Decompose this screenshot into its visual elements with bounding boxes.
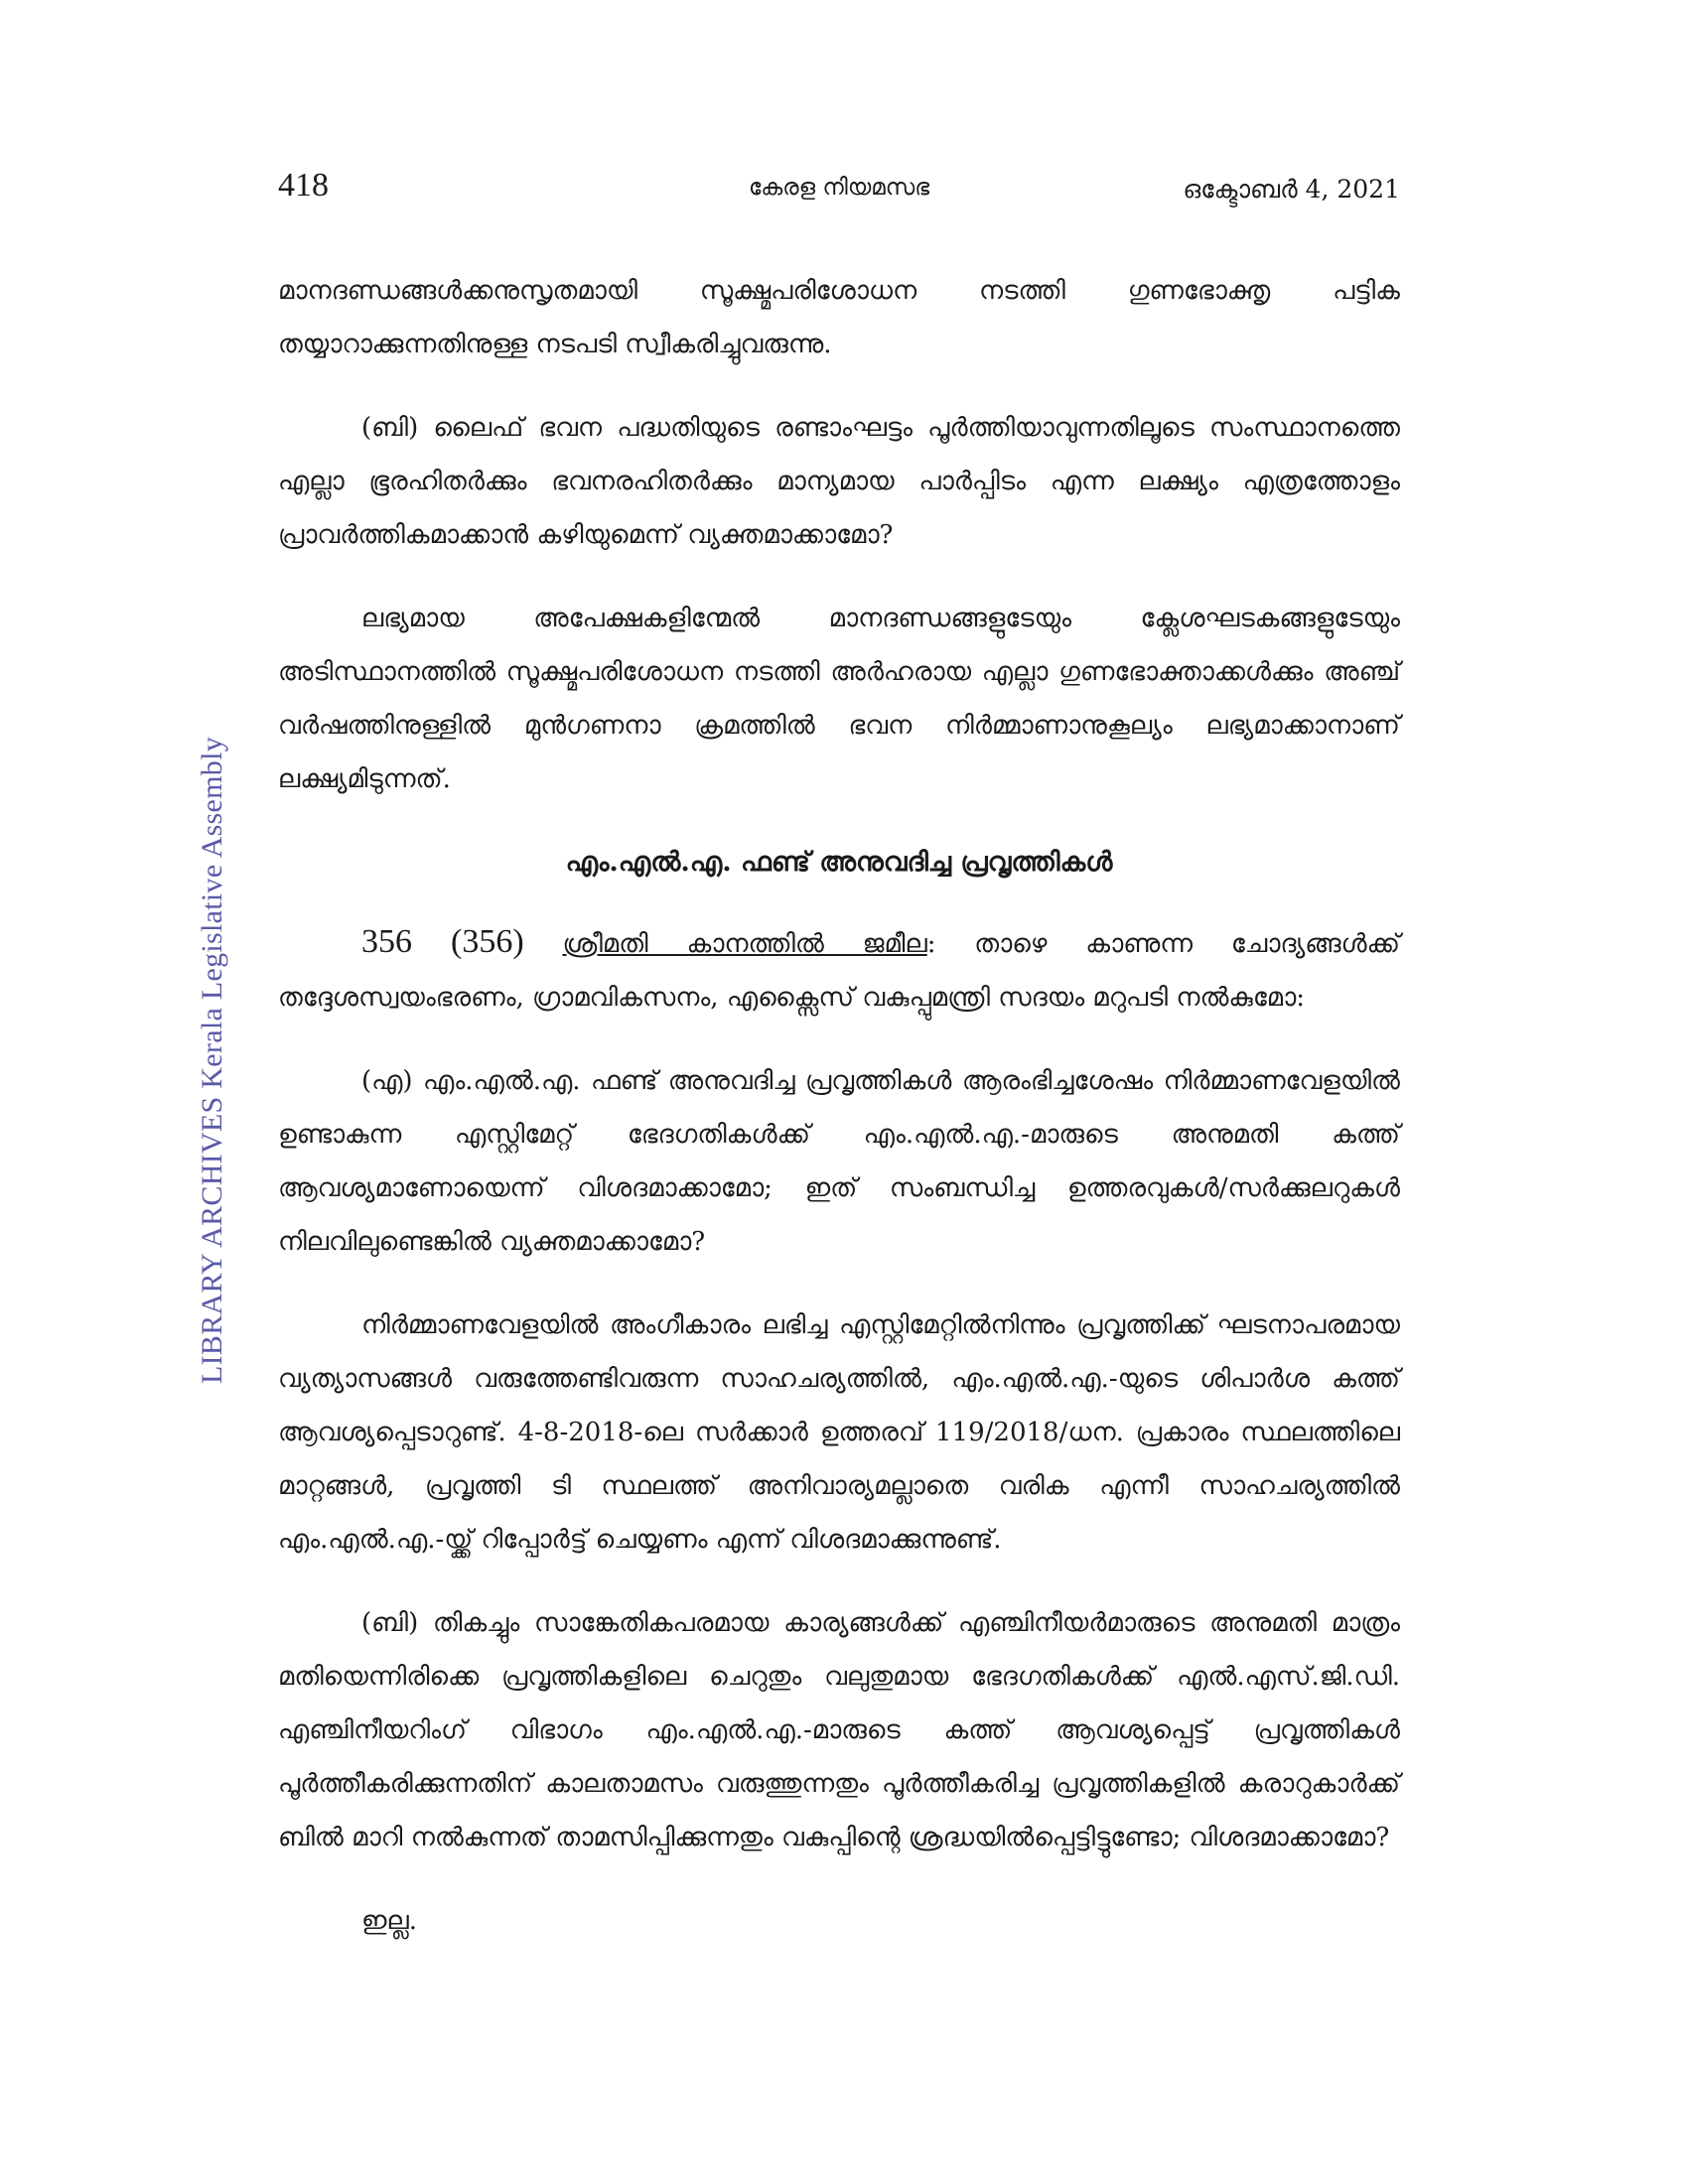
page-number: 418 bbox=[278, 167, 329, 204]
page-header bbox=[278, 167, 1400, 216]
answer-part-a: നിർമ്മാണവേളയിൽ അംഗീകാരം ലഭിച്ച എസ്റ്റിമേറ്റിൽനിന്നും പ്രവൃത്തിക്ക് ഘടനാപരമായ വ്യത്യാസങ്ങൾ വരുത്തേണ്ടിവരുന്ന സാഹചര്യത്തിൽ, എം.എൽ.എ.-യുടെ ശിപാർശ കത്ത് ആവശ്യപ്പെടാറുണ്ട്. 4-8-2018-ലെ സർക്കാർ ഉത്തരവ് 119/2018/ധന. പ്രകാരം സ്ഥലത്തിലെ മാറ്റങ്ങൾ, പ്രവൃത്തി ടി സ്ഥലത്ത് അനിവാര്യമല്ലാതെ വരിക എന്നീ സാഹചര്യത്തിൽ എം.എൽ.എ.-യ്ക്ക് റിപ്പോർട്ട് ചെയ്യണം എന്ന് വിശദമാക്കുന്നുണ്ട്. bbox=[278, 1310, 1400, 1555]
document-body bbox=[278, 264, 1400, 1978]
question-part-b: (ബി) തികച്ചും സാങ്കേതികപരമായ കാര്യങ്ങൾക്ക് എഞ്ചിനീയർമാരുടെ അനുമതി മാത്രം മതിയെന്നിരിക്കെ പ്രവൃത്തികളിലെ ചെറുതും വലുതുമായ ഭേദഗതികൾക്ക് എൽ.എസ്.ജി.ഡി. എഞ്ചിനീയറിംഗ് വിഭാഗം എം.എൽ.എ.-മാരുടെ കത്ത് ആവശ്യപ്പെട്ട് പ്രവൃത്തികൾ പൂർത്തീകരിക്കുന്നതിന് കാലതാമസം വരുത്തുന്നതും പൂർത്തീകരിച്ച പ്രവൃത്തികളിൽ കരാറുകാർക്ക് ബിൽ മാറി നൽകുന്നത് താമസിപ്പിക്കുന്നതും വകുപ്പിന്റെ ശ്രദ്ധയിൽപ്പെട്ടിട്ടുണ്ടോ; വിശദമാക്കാമോ? bbox=[278, 1608, 1400, 1852]
member-name: ശ്രീമതി കാനത്തിൽ ജമീല bbox=[562, 929, 927, 959]
question-intro-text: : താഴെ കാണുന്ന ചോദ്യങ്ങൾക്ക് തദ്ദേശസ്വയംഭരണം, ഗ്രാമവികസനം, എക്സൈസ് വകുപ്പുമന്ത്രി സദയം മറുപടി നൽകുമോ: bbox=[278, 929, 1400, 1013]
archive-watermark: LIBRARY ARCHIVES Kerala Legislative Assembly bbox=[196, 736, 228, 1385]
paragraph-continuation: മാനദണ്ഡങ്ങൾക്കനുസൃതമായി സൂക്ഷ്മപരിശോധന നടത്തി ഗുണഭോക്തൃ പട്ടിക തയ്യാറാക്കുന്നതിനുള്ള നടപടി സ്വീകരിച്ചുവരുന്നു. bbox=[278, 276, 1400, 359]
section-heading: എം.എൽ.എ. ഫണ്ട് അനുവദിച്ച പ്രവൃത്തികൾ bbox=[565, 847, 1113, 878]
answer-part-b: ഇല്ല. bbox=[361, 1906, 418, 1936]
question-intro bbox=[278, 915, 1400, 1024]
question-part-b-prev: (ബി) ലൈഫ് ഭവന പദ്ധതിയുടെ രണ്ടാംഘട്ടം പൂർത്തിയാവുന്നതിലൂടെ സംസ്ഥാനത്തെ എല്ലാ ഭൂരഹിതർക്കും ഭവനരഹിതർക്കും മാന്യമായ പാർപ്പിടം എന്ന ലക്ഷ്യം എത്രത്തോളം പ്രാവർത്തികമാക്കാൻ കഴിയുമെന്ന് വ്യക്തമാക്കാമോ? bbox=[278, 413, 1400, 550]
running-title: കേരള നിയമസഭ bbox=[748, 175, 930, 201]
header-date: ഒക്ടോബർ 4, 2021 bbox=[1183, 175, 1400, 204]
question-number: 356 (356) bbox=[361, 923, 524, 960]
answer-part-b-prev: ലഭ്യമായ അപേക്ഷകളിന്മേൽ മാനദണ്ഡങ്ങളുടേയും ക്ലേശഘടകങ്ങളുടേയും അടിസ്ഥാനത്തിൽ സൂക്ഷ്മപരിശോധന നടത്തി അർഹരായ എല്ലാ ഗുണഭോക്താക്കൾക്കും അഞ്ച് വർഷത്തിനുള്ളിൽ മുൻഗണനാ ക്രമത്തിൽ ഭവന നിർമ്മാണാനുകൂല്യം ലഭ്യമാക്കാനാണ് ലക്ഷ്യമിടുന്നത്. bbox=[278, 604, 1400, 794]
question-part-a: (എ) എം.എൽ.എ. ഫണ്ട് അനുവദിച്ച പ്രവൃത്തികൾ ആരംഭിച്ചശേഷം നിർമ്മാണവേളയിൽ ഉണ്ടാകുന്ന എസ്റ്റിമേറ്റ് ഭേദഗതികൾക്ക് എം.എൽ.എ.-മാരുടെ അനുമതി കത്ത് ആവശ്യമാണോയെന്ന് വിശദമാക്കാമോ; ഇത് സംബന്ധിച്ച ഉത്തരവുകൾ/സർക്കുലറുകൾ നിലവിലുണ്ടെങ്കിൽ വ്യക്തമാക്കാമോ? bbox=[278, 1066, 1400, 1257]
